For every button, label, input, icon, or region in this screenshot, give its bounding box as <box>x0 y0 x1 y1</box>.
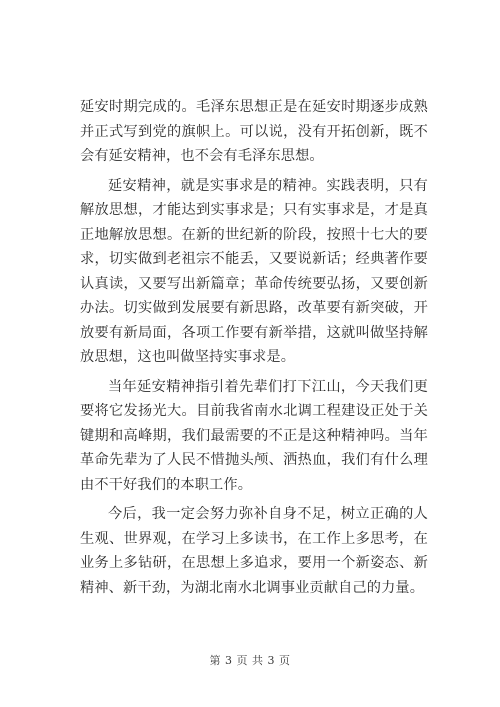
page-number-footer: 第 3 页 共 3 页 <box>209 654 291 667</box>
document-body <box>80 95 428 605</box>
paragraph-1: 延安时期完成的。毛泽东思想正是在延安时期逐步成熟并正式写到党的旗帜上。可以说，没有开拓创新，既不会有延安精神，也不会有毛泽东思想。 <box>80 99 428 164</box>
paragraph-3: 当年延安精神指引着先辈们打下江山，今天我们更要将它发扬光大。目前我省南水北调工程建设正处于关键期和高峰期，我们最需要的不正是这种精神吗。当年革命先辈为了人民不惜抛头颅、洒热血，我们有什么理由不干好我们的本职工作。 <box>80 378 428 493</box>
paragraph-4: 今后，我一定会努力弥补自身不足，树立正确的人生观、世界观，在学习上多读书，在工作上多思考，在业务上多钻研，在思想上多追求，要用一个新姿态、新精神、新干劲，为湖北南水北调事业贡献自己的力量。 <box>80 506 428 596</box>
paragraph-2: 延安精神，就是实事求是的精神。实践表明，只有解放思想，才能达到实事求是；只有实事求是，才是真正地解放思想。在新的世纪新的阶段，按照十七大的要求，切实做到老祖宗不能丢，又要说新话；经典著作要认真读，又要写出新篇章；革命传统要弘扬，又要创新办法。切实做到发展要有新思路，改革要有新突破，开放要有新局面，各项工作要有新举措，这就叫做坚持解放思想，这也叫做坚持实事求是。 <box>80 177 428 365</box>
